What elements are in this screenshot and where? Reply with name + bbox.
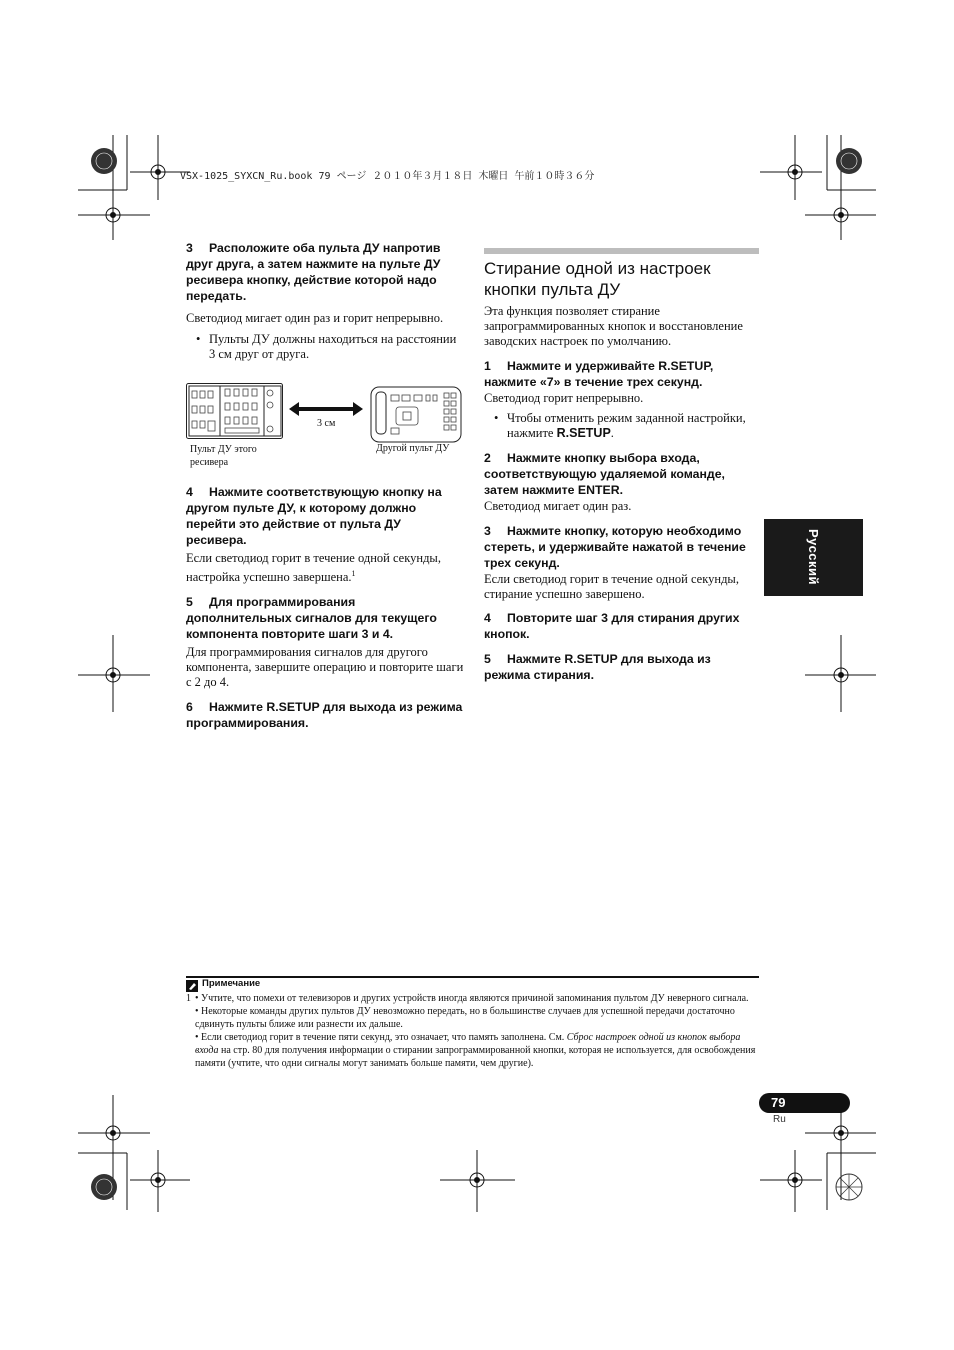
step-5-heading: 5 Для программирования дополнительных сигналов для текущего компонента повторите шаги 3 и 4. (186, 595, 437, 642)
erase-step-1-body: Светодиод горит непрерывно. (484, 391, 644, 405)
section-title-bar (484, 248, 759, 254)
erase-step-3-heading: 3 Нажмите кнопку, которую необходимо стереть, и удерживайте нажатой в течение трех секунд. (484, 524, 746, 570)
note-line-3: • Если светодиод горит в течение пяти секунд, это означает, что память заполнена. См. Сброс настроек одной из кнопок выбора входа на стр. 80 для получения информации о стирании запрограммированной кнопки, которая не используется, для освобождения памяти (учтите, что одни сигналы могут занимать больше памяти, чем другие). (195, 1032, 756, 1069)
page-number-badge: 79 (759, 1093, 850, 1113)
notes-rule (186, 976, 759, 978)
step-5-body: Для программирования сигналов для другого компонента, завершите операцию и повторите шаги с 2 до 4. (186, 645, 464, 690)
left-column (186, 240, 464, 362)
figure-label-right: Другой пульт ДУ (376, 443, 450, 454)
figure-label-left: Пульт ДУ этого ресивера (190, 444, 257, 468)
running-header: VSX-1025_SYXCN_Ru.book 79 ページ ２０１０年３月１８日 木曜日 午前１０時３６分 (180, 171, 595, 182)
left-column-lower (186, 484, 464, 731)
erase-step-5-heading: 5 Нажмите R.SETUP для выхода из режима стирания. (484, 652, 711, 682)
step-3-heading: 3 Расположите оба пульта ДУ напротив друг друга, а затем нажмите на пульте ДУ ресивера кнопку, действие которой надо передать. (186, 241, 441, 303)
page-language: Ru (773, 1114, 786, 1125)
erase-step-2-body: Светодиод мигает один раз. (484, 499, 632, 513)
step-3-bullet: • Пульты ДУ должны находиться на расстоянии 3 см друг от друга. (186, 332, 464, 362)
language-tab: Русский (764, 519, 863, 596)
step-6-heading: 6 Нажмите R.SETUP для выхода из режима программирования. (186, 700, 463, 731)
erase-step-1-bullet: • Чтобы отменить режим заданной настройки, нажмите R.SETUP. (484, 411, 759, 441)
step-3-body: Светодиод мигает один раз и горит непрерывно. (186, 311, 444, 325)
note-line-1: • Учтите, что помехи от телевизоров и других устройств иногда являются причиной запоминания пультом ДУ неверного сигнала. (195, 993, 749, 1004)
step-4-body: Если светодиод горит в течение одной секунды, настройка успешно завершена.$^1$ (186, 551, 441, 585)
erase-step-1-heading: 1 Нажмите и удерживайте R.SETUP, нажмите «7» в течение трех секунд. (484, 359, 714, 389)
note-line-2: • Некоторые команды других пультов ДУ невозможно передать, но в большинстве случаев для успешной передачи достаточно сдвинуть пульты ближе или разнести их дальше. (195, 1006, 735, 1030)
remote-figure (186, 383, 462, 445)
erase-step-3-body: Если светодиод горит в течение одной секунды, стирание успешно завершено. (484, 572, 739, 601)
step-4-heading: 4 Нажмите соответствующую кнопку на другом пульте ДУ, к которому должно перейти это действие от пульта ДУ ресивера. (186, 485, 442, 547)
right-column (484, 258, 759, 683)
section-intro: Эта функция позволяет стирание запрограммированных кнопок и восстановление заводских настроек по умолчанию. (484, 304, 743, 348)
erase-step-4-heading: 4 Повторите шаг 3 для стирания других кнопок. (484, 611, 740, 641)
section-title: Стирание одной из настроек кнопки пульта ДУ (484, 259, 711, 299)
figure-distance-label: 3 см (317, 418, 336, 429)
erase-step-2-heading: 2 Нажмите кнопку выбора входа, соответствующую удаляемой команде, затем нажмите ENTER. (484, 451, 725, 497)
notes-body: 1 • Учтите, что помехи от телевизоров и других устройств иногда являются причиной запоминания пультом ДУ неверного сигнала. • Некоторые команды других пультов ДУ невозможно передать, но в большинстве случаев для успешной передачи достаточно сдвинуть пульты ближе или разнести их дальше. • Если светодиод горит в течение пяти секунд, это означает, что память заполнена. См. Сброс настроек одной из кнопок выбора входа на стр. 80 для получения информации о стирании запрограммированной кнопки, которая не используется, для освобождения памяти (учтите, что одни сигналы могут занимать больше памяти, чем другие). (186, 993, 756, 1069)
notes-heading: Примечание (202, 978, 261, 989)
